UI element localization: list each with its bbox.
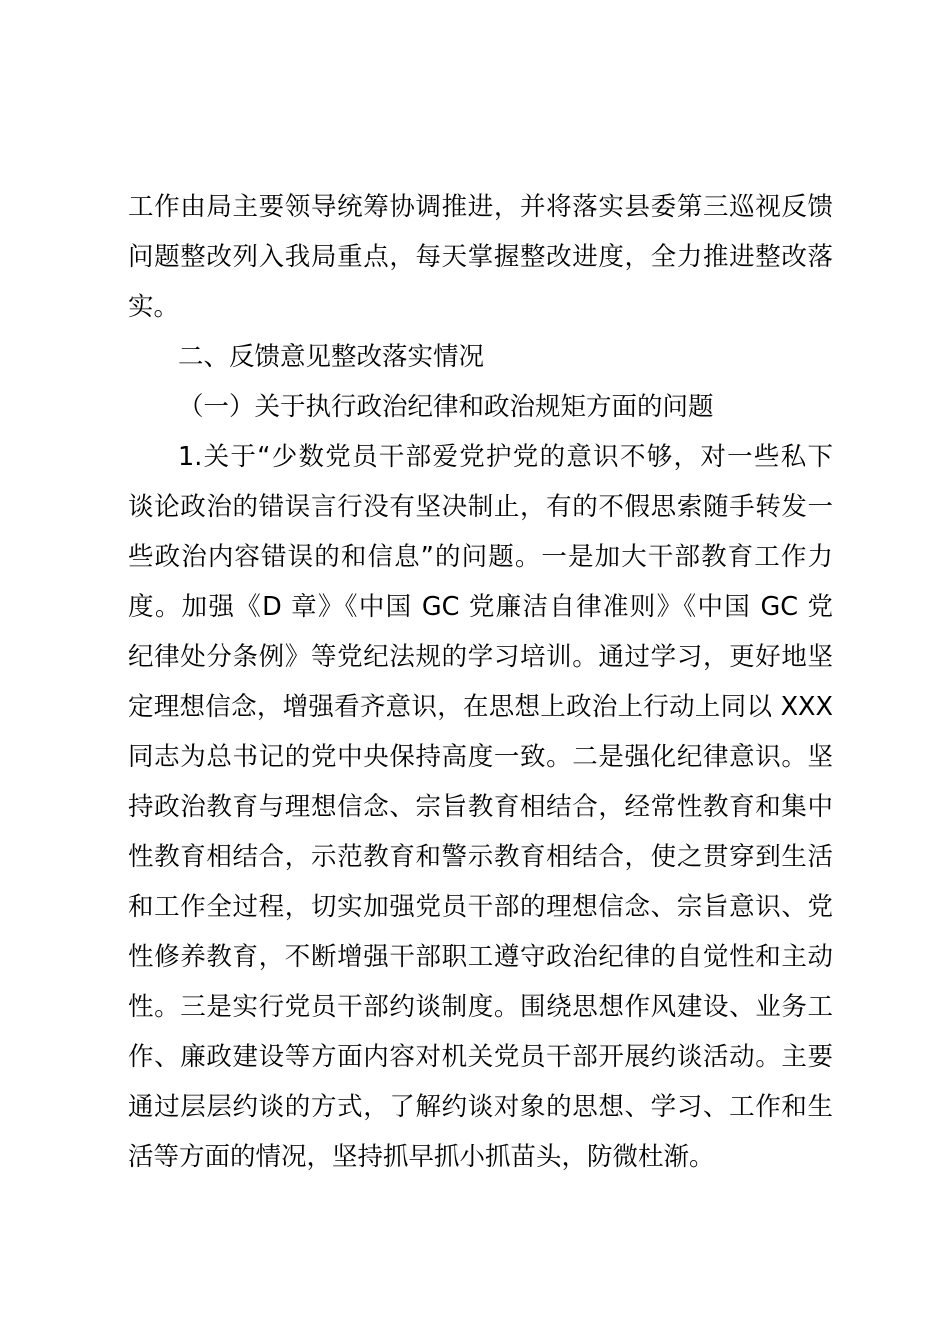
paragraph-line: 同志为总书记的党中央保持高度一致。二是强化纪律意识。坚 <box>128 742 833 772</box>
paragraph-line: 通过层层约谈的方式，了解约谈对象的思想、学习、工作和生 <box>128 1092 833 1122</box>
paragraph-line: 性。三是实行党员干部约谈制度。围绕思想作风建设、业务工 <box>128 992 833 1022</box>
paragraph-line: 1.关于“少数党员干部爱党护党的意识不够，对一些私下 <box>178 442 833 472</box>
paragraph-line: 谈论政治的错误言行没有坚决制止，有的不假思索随手转发一 <box>128 492 833 522</box>
subsection-heading: （一）关于执行政治纪律和政治规矩方面的问题 <box>178 392 714 422</box>
paragraph-line: 问题整改列入我局重点，每天掌握整改进度，全力推进整改落 <box>128 242 833 272</box>
document-body <box>128 182 833 1182</box>
paragraph-line: 和工作全过程，切实加强党员干部的理想信念、宗旨意识、党 <box>128 892 833 922</box>
paragraph-line: 纪律处分条例》等党纪法规的学习培训。通过学习，更好地坚 <box>128 642 833 672</box>
paragraph-line: 实。 <box>128 292 180 322</box>
paragraph-line: 作、廉政建设等方面内容对机关党员干部开展约谈活动。主要 <box>128 1042 833 1072</box>
paragraph-line: 持政治教育与理想信念、宗旨教育相结合，经常性教育和集中 <box>128 792 833 822</box>
paragraph-line: 度。加强《D 章》《中国 GC 党廉洁自律准则》《中国 GC 党 <box>128 592 833 622</box>
paragraph-line: 性教育相结合，示范教育和警示教育相结合，使之贯穿到生活 <box>128 842 833 872</box>
paragraph-line: 定理想信念，增强看齐意识，在思想上政治上行动上同以 XXX <box>128 692 833 722</box>
paragraph-line: 活等方面的情况，坚持抓早抓小抓苗头，防微杜渐。 <box>128 1142 715 1172</box>
paragraph-line: 些政治内容错误的和信息”的问题。一是加大干部教育工作力 <box>128 542 833 572</box>
section-heading: 二、反馈意见整改落实情况 <box>178 342 485 372</box>
paragraph-line: 性修养教育，不断增强干部职工遵守政治纪律的自觉性和主动 <box>128 942 833 972</box>
paragraph-line: 工作由局主要领导统筹协调推进，并将落实县委第三巡视反馈 <box>128 192 833 222</box>
